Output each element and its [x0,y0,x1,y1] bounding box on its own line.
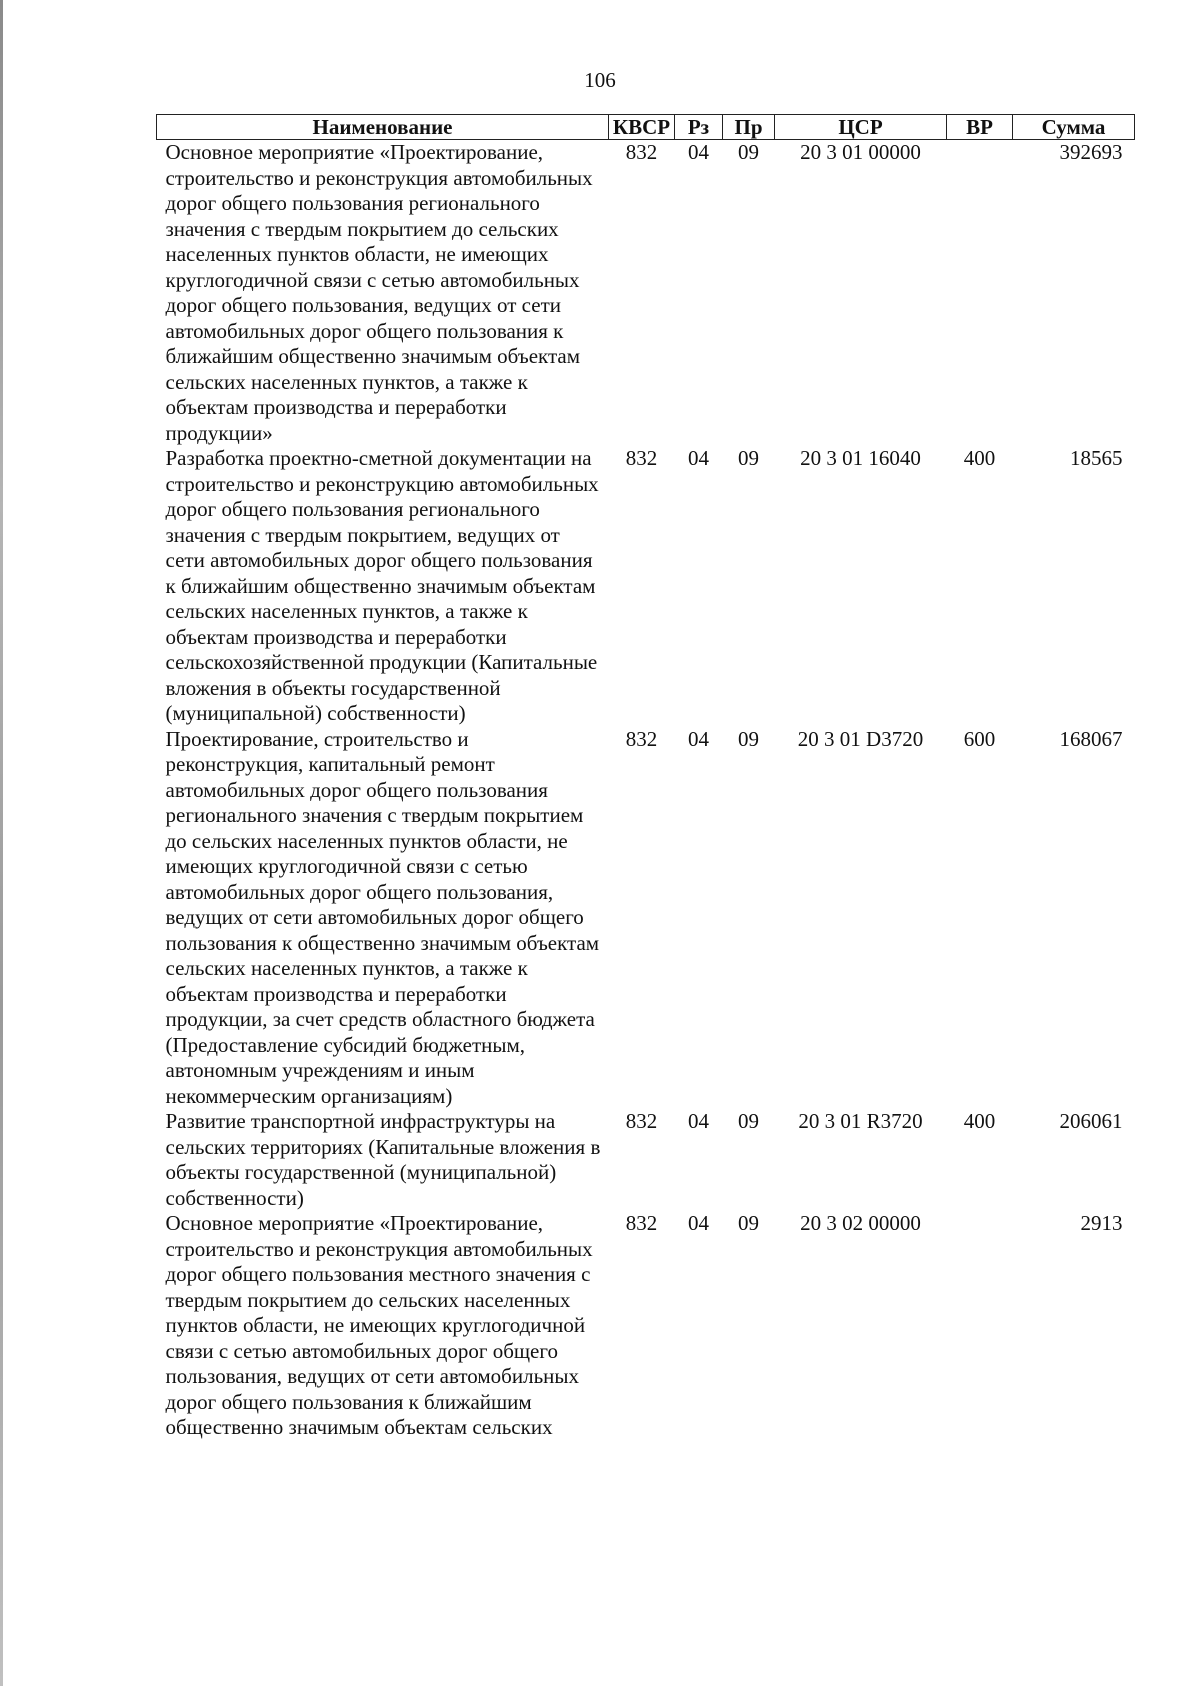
header-sum: Сумма [1013,115,1135,140]
header-pr: Пр [723,115,775,140]
budget-table [156,114,1135,1441]
row-kvsr: 832 [625,1211,658,1235]
row-vr: 600 [963,726,996,751]
row-rz: 04 [688,726,709,751]
row-csr: 20 3 01 D3720 [797,726,924,751]
row-pr: 09 [738,1109,759,1133]
row-pr: 09 [738,140,759,164]
row-rz: 04 [688,140,709,164]
row-csr: 20 3 01 00000 [800,140,921,164]
row-pr: 09 [738,446,759,470]
row-sum: 392693 [1059,140,1123,164]
row-name: Основное мероприятие «Проектирование, строительство и реконструкция автомобильных дорог общего пользования регионального значения с твердым покрытием до сельских населенных пунктов области, не имеющих круглогодичной связи с сетью автомобильных дорог общего пользования, ведущих от сети автомобильных дорог общего пользования к ближайшим общественно значимым объектам сельских населенных пунктов, а также к объектам производства и переработки продукции» [165,140,593,445]
row-vr: 400 [963,446,996,470]
row-name: Основное мероприятие «Проектирование, строительство и реконструкция автомобильных дорог общего пользования местного значения с твердым покрытием до сельских населенных пунктов области, не имеющих круглогодичной связи с сетью автомобильных дорог общего пользования, ведущих от сети автомобильных дорог общего пользования к ближайшим общественно значимым объектам сельских [165,1211,593,1439]
header-row [157,115,1135,140]
page-number: 106 [584,68,616,92]
row-sum: 2913 [1080,1211,1123,1235]
row-name: Проектирование, строительство и реконструкция, капитальный ремонт автомобильных дорог общего пользования регионального значения с твердым покрытием до сельских населенных пунктов области, не имеющих круглогодичной связи с сетью автомобильных дорог общего пользования, ведущих от сети автомобильных дорог общего пользования к общественно значимым объектам сельских населенных пунктов, а также к объектам производства и переработки продукции, за счет средств областного бюджета (Предоставление субсидий бюджетным, автономным учреждениям и иным некоммерческим организациям) [165,726,600,1108]
header-name: Наименование [157,115,609,140]
table-body [157,140,1135,1441]
header-csr: ЦСР [775,115,947,140]
header-kvsr: КВСР [609,115,675,140]
row-rz: 04 [688,1211,709,1235]
row-vr [947,140,1013,447]
row-kvsr: 832 [625,446,658,470]
row-kvsr: 832 [625,726,658,751]
table-row [157,1109,1135,1211]
header-vr: ВР [947,115,1013,140]
row-rz: 04 [688,446,709,470]
table-header [157,115,1135,140]
scan-edge [0,0,3,1686]
row-name: Развитие транспортной инфраструктуры на сельских территориях (Капитальные вложения в объекты государственной (муниципальной) собственности) [165,1109,601,1210]
row-kvsr: 832 [625,140,658,164]
row-name: Разработка проектно-сметной документации на строительство и реконструкцию автомобильных дорог общего пользования регионального значения с твердым покрытием, ведущих от сети автомобильных дорог общего пользования к ближайшим общественно значимым объектам сельских населенных пунктов, а также к объектам производства и переработки сельскохозяйственной продукции (Капитальные вложения в объекты государственной (муниципальной) собственности) [165,446,599,725]
row-csr: 20 3 01 16040 [800,446,921,470]
table-row [157,446,1135,727]
table-row [157,140,1135,447]
header-rz: Рз [675,115,723,140]
row-sum: 168067 [1059,726,1123,751]
row-vr [947,1211,1013,1441]
row-csr: 20 3 02 00000 [800,1211,921,1235]
row-rz: 04 [688,1109,709,1133]
table-row [157,727,1135,1110]
row-csr: 20 3 01 R3720 [798,1109,923,1133]
row-sum: 18565 [1070,446,1123,470]
table-row [157,1211,1135,1441]
row-vr: 400 [963,1109,996,1133]
row-kvsr: 832 [625,1109,658,1133]
row-pr: 09 [738,726,759,751]
row-pr: 09 [738,1211,759,1235]
row-sum: 206061 [1059,1109,1123,1133]
